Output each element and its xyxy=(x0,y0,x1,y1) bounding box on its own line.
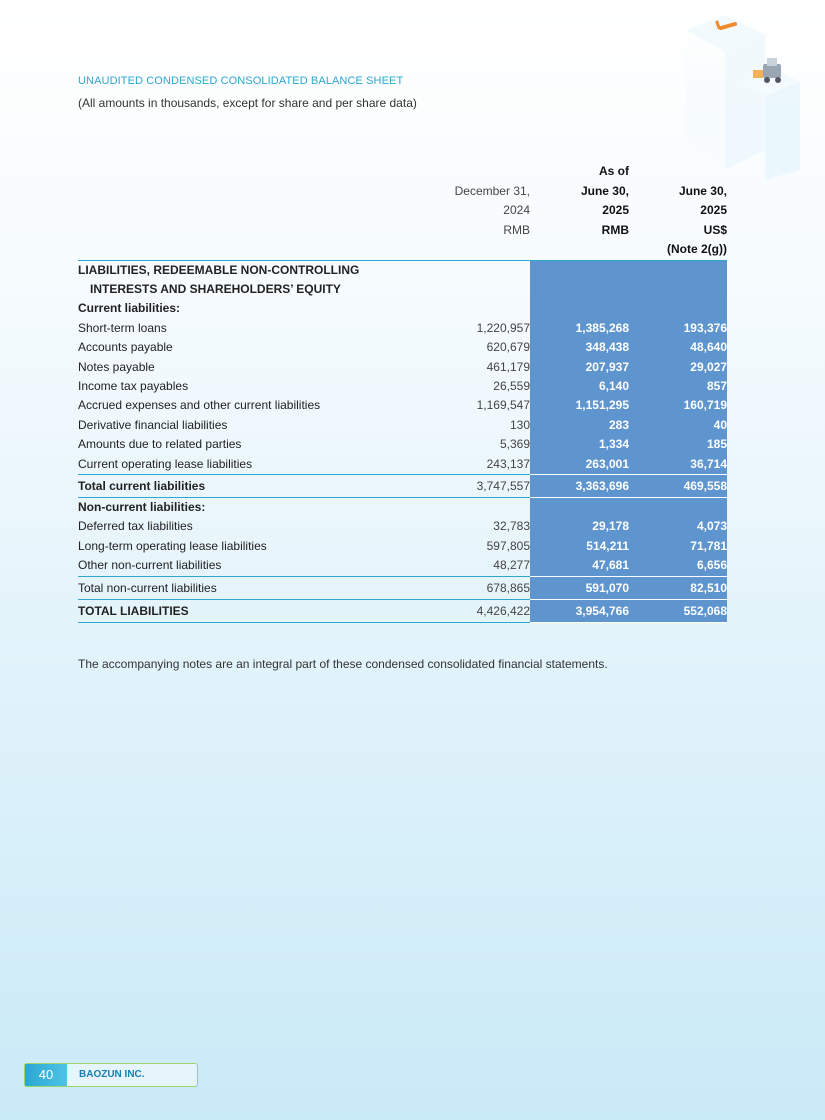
page-number: 40 xyxy=(25,1064,67,1086)
row-label: Other non-current liabilities xyxy=(78,558,222,573)
row-label: Income tax payables xyxy=(78,378,189,393)
cell-jun2025-usd: 160,719 xyxy=(629,396,727,415)
section-heading-cont: INTERESTS AND SHAREHOLDERS’ EQUITY xyxy=(90,281,341,296)
cell-dec2024: 1,220,957 xyxy=(476,320,530,335)
cell-jun2025-rmb: 1,334 xyxy=(530,435,629,454)
cell-jun2025-usd: 4,073 xyxy=(629,517,727,536)
row-label: Current operating lease liabilities xyxy=(78,456,253,471)
cell-jun2025-usd: 40 xyxy=(629,416,727,435)
section-heading-row xyxy=(78,280,727,299)
cell-jun2025-usd: 193,376 xyxy=(629,319,727,338)
header-row xyxy=(78,162,727,182)
row-label: Short-term loans xyxy=(78,320,167,335)
table-row xyxy=(78,396,727,415)
cell-jun2025-rmb: 263,001 xyxy=(530,455,629,475)
header-as-of: As of xyxy=(599,164,629,178)
cell-dec2024: 597,805 xyxy=(486,538,530,553)
row-label: Derivative financial liabilities xyxy=(78,417,228,432)
cell-jun2025-rmb: 3,363,696 xyxy=(530,474,629,497)
row-label: TOTAL LIABILITIES xyxy=(78,599,430,622)
cell-jun2025-rmb: 3,954,766 xyxy=(530,599,629,622)
row-label: Accrued expenses and other current liabilities xyxy=(78,398,321,413)
cell-dec2024: 26,559 xyxy=(493,378,530,393)
table-row xyxy=(78,455,727,475)
section-heading-row xyxy=(78,260,727,280)
table-row xyxy=(78,319,727,338)
row-label: Total non-current liabilities xyxy=(78,576,430,599)
table-row xyxy=(78,435,727,454)
header-row xyxy=(78,201,727,221)
page-footer xyxy=(24,1063,198,1087)
cell-jun2025-usd: 6,656 xyxy=(629,556,727,576)
table-row xyxy=(78,377,727,396)
col2-year: 2025 xyxy=(602,203,629,217)
noncurrent-liabilities-heading: Non-current liabilities: xyxy=(78,499,206,514)
header-row xyxy=(78,240,727,260)
table-row xyxy=(78,556,727,576)
cell-jun2025-rmb: 591,070 xyxy=(530,576,629,599)
cell-dec2024: 620,679 xyxy=(486,340,530,355)
subsection-row xyxy=(78,497,727,517)
balance-sheet-table xyxy=(78,162,727,623)
row-label: Accounts payable xyxy=(78,340,173,355)
row-label: Notes payable xyxy=(78,359,155,374)
cell-jun2025-usd: 469,558 xyxy=(629,474,727,497)
cell-dec2024: 1,169,547 xyxy=(476,398,530,413)
cell-jun2025-usd: 36,714 xyxy=(629,455,727,475)
table-row xyxy=(78,517,727,536)
cell-dec2024: 4,426,422 xyxy=(430,599,530,622)
cell-jun2025-usd: 185 xyxy=(629,435,727,454)
row-label: Total current liabilities xyxy=(78,474,430,497)
cell-jun2025-usd: 71,781 xyxy=(629,537,727,556)
row-label: Deferred tax liabilities xyxy=(78,519,193,534)
cell-dec2024: 130 xyxy=(509,417,530,432)
cell-dec2024: 678,865 xyxy=(430,576,530,599)
cell-dec2024: 3,747,557 xyxy=(430,474,530,497)
cell-jun2025-usd: 82,510 xyxy=(629,576,727,599)
header-row xyxy=(78,221,727,241)
page-heading: UNAUDITED CONDENSED CONSOLIDATED BALANCE SHEET xyxy=(78,75,404,87)
cell-jun2025-usd: 48,640 xyxy=(629,338,727,357)
cell-jun2025-rmb: 6,140 xyxy=(530,377,629,396)
cell-dec2024: 461,179 xyxy=(486,359,530,374)
cell-dec2024: 5,369 xyxy=(499,437,530,452)
cell-jun2025-usd: 857 xyxy=(629,377,727,396)
col3-year: 2025 xyxy=(700,203,727,217)
cell-dec2024: 32,783 xyxy=(493,519,530,534)
total-current-row xyxy=(78,474,727,497)
table-row xyxy=(78,338,727,357)
col1-currency: RMB xyxy=(503,222,530,237)
table-row xyxy=(78,416,727,435)
subsection-row xyxy=(78,299,727,318)
row-label: Amounts due to related parties xyxy=(78,437,242,452)
company-name: BAOZUN INC. xyxy=(79,1069,145,1080)
header-row xyxy=(78,182,727,202)
total-liabilities-row xyxy=(78,599,727,622)
col3-header: June 30, xyxy=(678,183,727,198)
cell-jun2025-rmb: 29,178 xyxy=(530,517,629,536)
page-subheading: (All amounts in thousands, except for share and per share data) xyxy=(78,96,417,110)
cell-jun2025-rmb: 348,438 xyxy=(530,338,629,357)
table-row xyxy=(78,537,727,556)
cell-jun2025-rmb: 47,681 xyxy=(530,556,629,576)
col3-note: (Note 2(g)) xyxy=(667,242,727,256)
total-noncurrent-row xyxy=(78,576,727,599)
col2-header: June 30, xyxy=(580,183,629,198)
row-label: Long-term operating lease liabilities xyxy=(78,538,267,553)
col3-currency: US$ xyxy=(703,222,727,237)
table-row xyxy=(78,358,727,377)
col1-year: 2024 xyxy=(503,203,530,217)
cell-jun2025-rmb: 283 xyxy=(530,416,629,435)
cell-dec2024: 243,137 xyxy=(486,456,530,471)
cell-jun2025-rmb: 1,385,268 xyxy=(530,319,629,338)
col1-header: December 31, xyxy=(454,183,530,198)
col2-currency: RMB xyxy=(601,222,629,237)
cell-jun2025-usd: 552,068 xyxy=(629,599,727,622)
cell-jun2025-rmb: 1,151,295 xyxy=(530,396,629,415)
cell-dec2024: 48,277 xyxy=(493,558,530,573)
cell-jun2025-rmb: 514,211 xyxy=(530,537,629,556)
cell-jun2025-rmb: 207,937 xyxy=(530,358,629,377)
section-heading: LIABILITIES, REDEEMABLE NON-CONTROLLING xyxy=(78,260,430,280)
current-liabilities-heading: Current liabilities: xyxy=(78,301,181,316)
footnote: The accompanying notes are an integral part of these condensed consolidated financial statements. xyxy=(78,657,608,671)
cell-jun2025-usd: 29,027 xyxy=(629,358,727,377)
